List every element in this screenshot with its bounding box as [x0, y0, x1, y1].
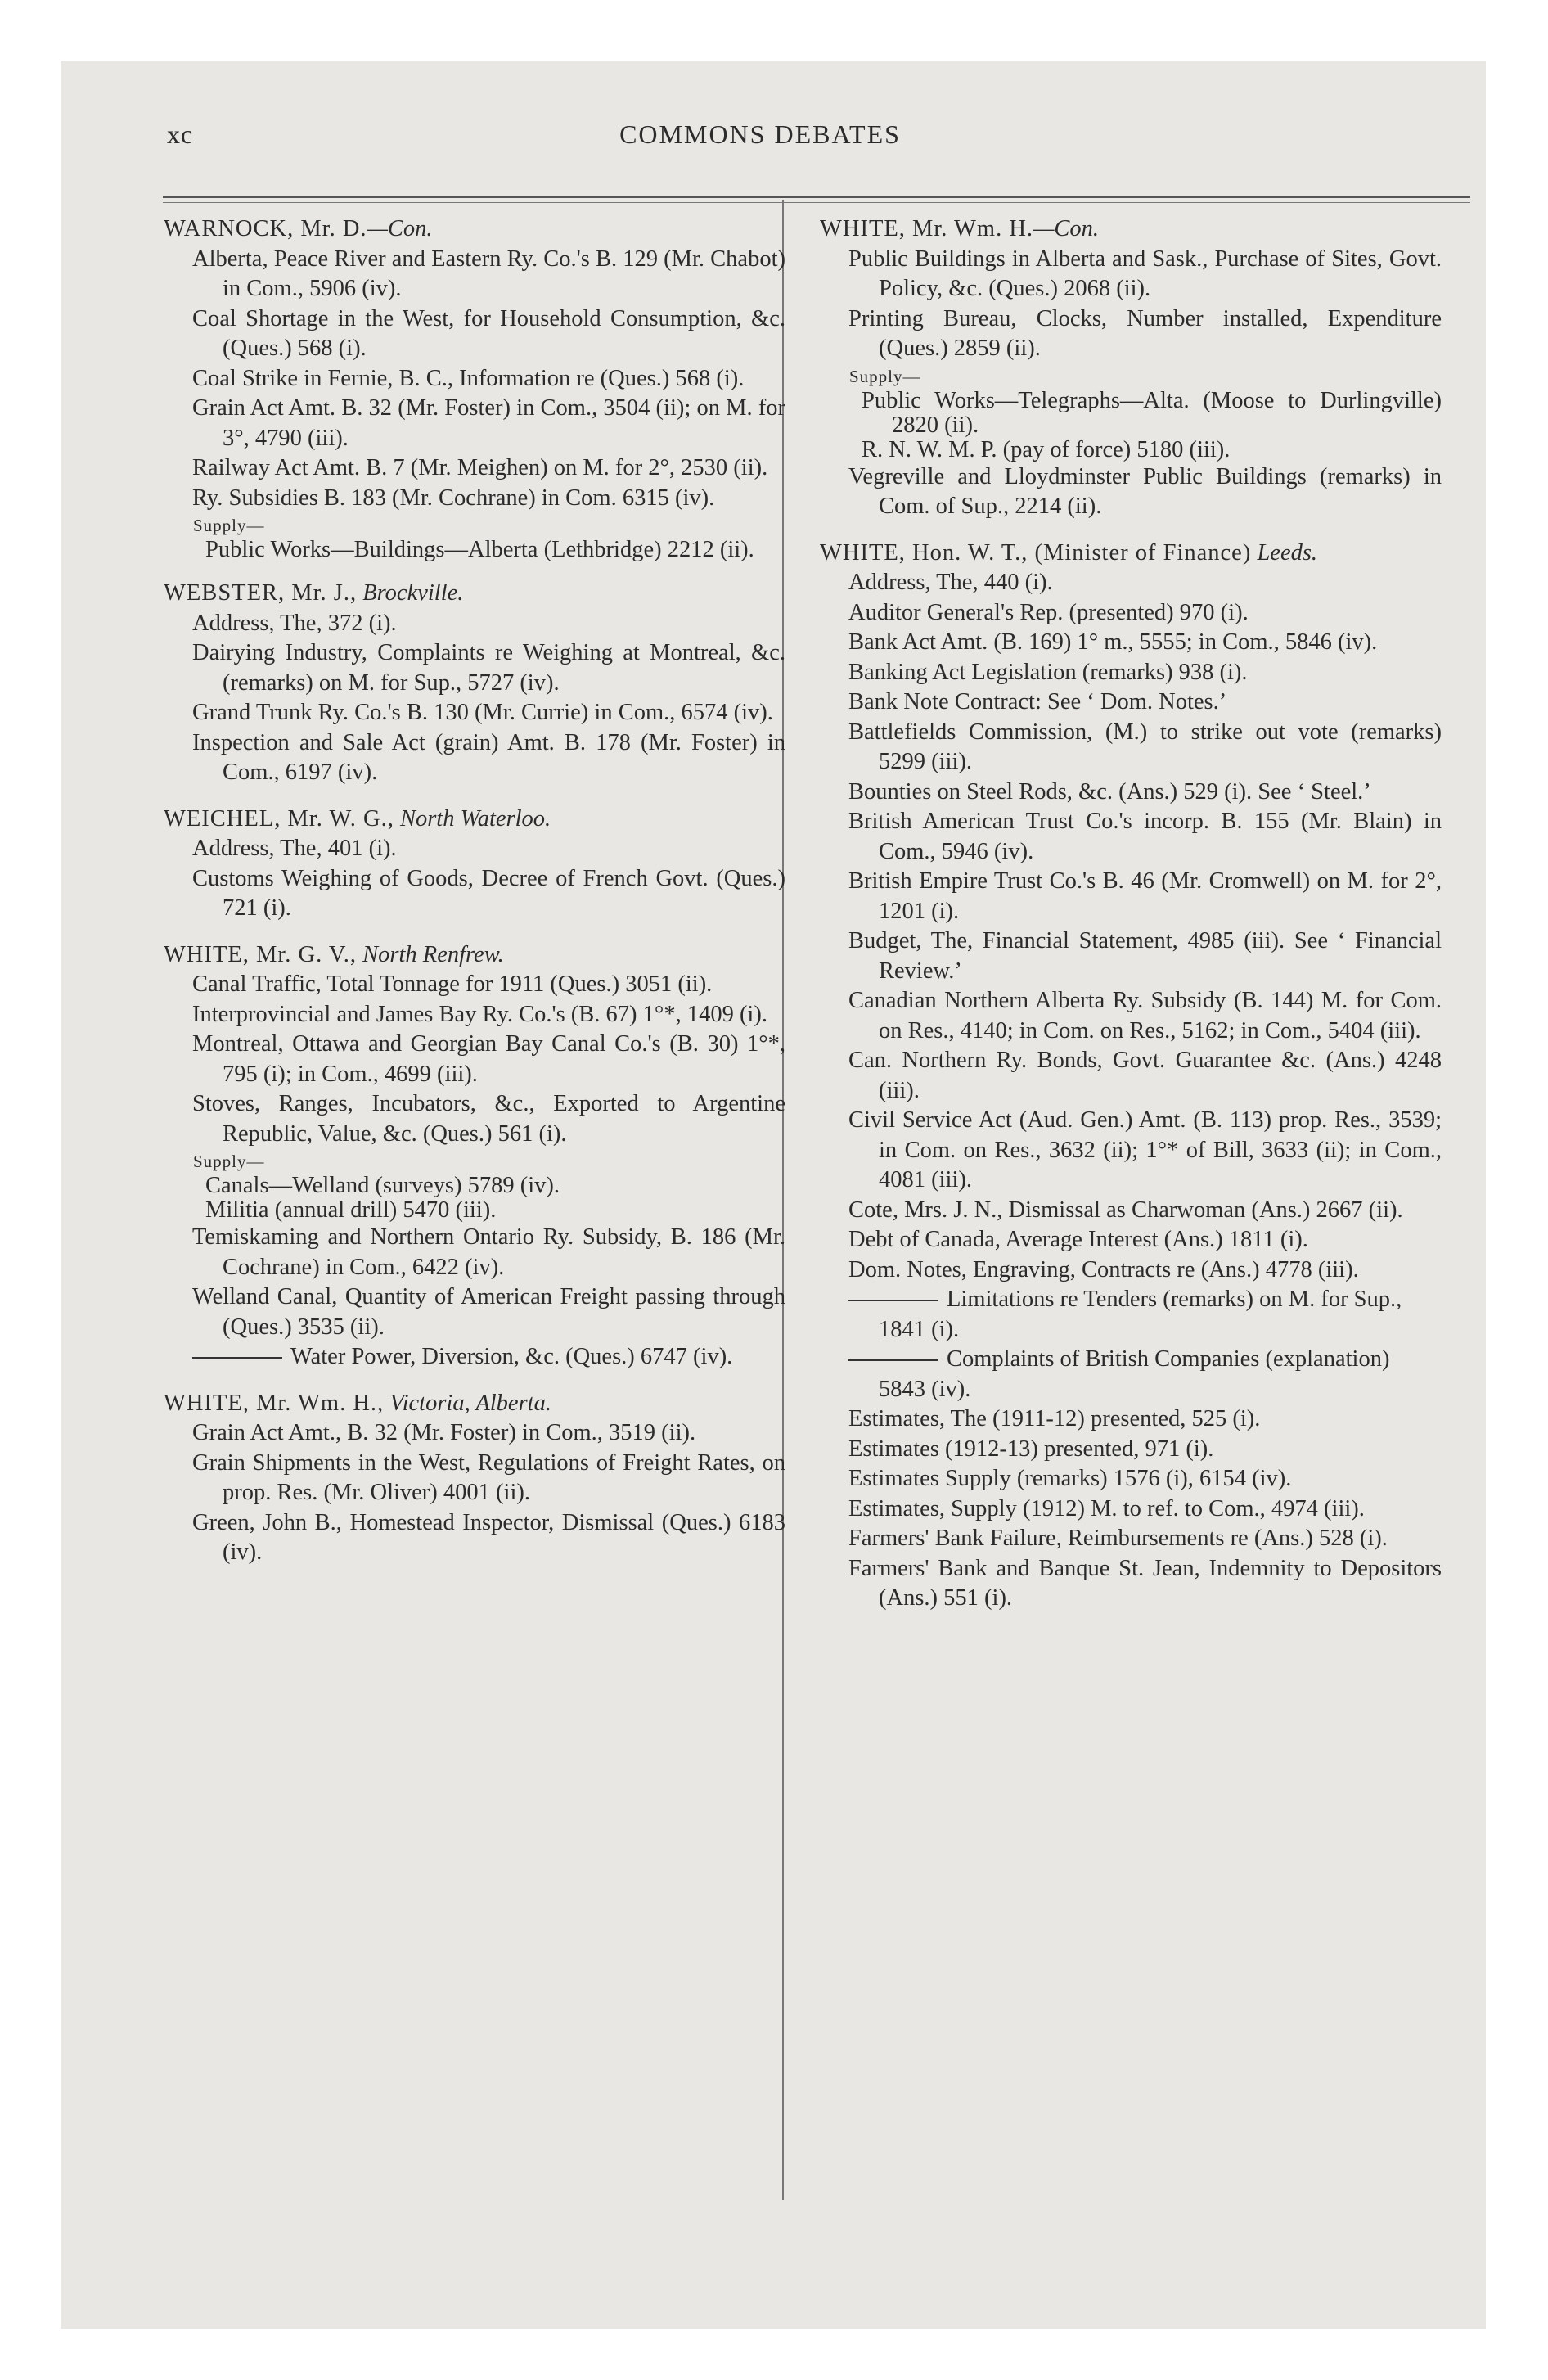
- page-number: xc: [167, 119, 194, 149]
- index-item: Banking Act Legislation (remarks) 938 (i).: [848, 659, 1248, 685]
- supply-label: Supply—: [849, 366, 921, 386]
- member-name: WHITE, Mr. Wm. H.: [820, 216, 1034, 241]
- entry-heading: [820, 539, 1442, 569]
- index-item: Address, The, 401 (i).: [192, 836, 397, 861]
- index-entry: [164, 940, 785, 1373]
- member-constituency: North Waterloo.: [394, 805, 551, 832]
- index-item: Printing Bureau, Clocks, Number installed, Expenditure (Ques.) 2859 (ii).: [848, 305, 1442, 361]
- index-item: Estimates Supply (remarks) 1576 (i), 6154 (iv).: [848, 1466, 1292, 1491]
- member-constituency: North Renfrew.: [357, 941, 504, 967]
- index-item: Railway Act Amt. B. 7 (Mr. Meighen) on M. for 2°, 2530 (ii).: [192, 455, 768, 480]
- dash-item: [164, 1342, 785, 1373]
- member-constituency: Victoria, Alberta.: [384, 1390, 551, 1416]
- index-item: Address, The, 440 (i).: [848, 570, 1053, 595]
- entry-heading: [164, 579, 785, 609]
- ditto-dash: [192, 1357, 282, 1359]
- index-item: Coal Shortage in the West, for Household Consumption, &c. (Ques.) 568 (i).: [192, 305, 785, 361]
- supply-label: Supply—: [193, 516, 265, 535]
- left-column: [164, 214, 785, 1584]
- member-name: WEBSTER, Mr. J.,: [164, 580, 358, 606]
- index-item: Auditor General's Rep. (presented) 970 (i).: [848, 599, 1249, 625]
- index-item: Temiskaming and Northern Ontario Ry. Subsidy, B. 186 (Mr. Cochrane) in Com., 6422 (iv).: [192, 1224, 785, 1280]
- index-entry: [164, 1389, 785, 1568]
- index-item: Civil Service Act (Aud. Gen.) Amt. (B. 113) prop. Res., 3539; in Com. on Res., 3632 (ii); 1°* of Bill, 3633 (ii); in Com., 4081 (iii).: [848, 1107, 1442, 1192]
- index-item: Bounties on Steel Rods, &c. (Ans.) 529 (i). See ‘ Steel.’: [848, 778, 1371, 805]
- supply-item: Canals—Welland (surveys) 5789 (iv).: [205, 1173, 560, 1198]
- index-item: Inspection and Sale Act (grain) Amt. B. 178 (Mr. Foster) in Com., 6197 (iv).: [192, 729, 785, 785]
- right-column: [820, 214, 1442, 1630]
- page-header: [167, 119, 1476, 169]
- entry-heading: [164, 1389, 785, 1419]
- index-item: Dom. Notes, Engraving, Contracts re (Ans.) 4778 (iii).: [848, 1256, 1359, 1282]
- index-item: Farmers' Bank and Banque St. Jean, Indemnity to Depositors (Ans.) 551 (i).: [848, 1555, 1442, 1611]
- header-rule: [163, 196, 1470, 203]
- index-item: Alberta, Peace River and Eastern Ry. Co.'s B. 129 (Mr. Chabot) in Com., 5906 (iv).: [192, 246, 785, 301]
- index-entry: [820, 214, 1442, 522]
- member-name: WARNOCK, Mr. D.: [164, 216, 367, 241]
- index-entry: [820, 539, 1442, 1614]
- index-item: Welland Canal, Quantity of American Freight passing through (Ques.) 3535 (ii).: [192, 1284, 785, 1340]
- index-entry: [164, 805, 785, 924]
- member-name: WEICHEL, Mr. W. G.,: [164, 805, 394, 832]
- entry-heading: [164, 805, 785, 835]
- index-item: Customs Weighing of Goods, Decree of French Govt. (Ques.) 721 (i).: [192, 865, 785, 921]
- ditto-dash: [848, 1300, 938, 1301]
- index-item: Estimates, Supply (1912) M. to ref. to Com., 4974 (iii).: [848, 1495, 1365, 1521]
- index-item: Grain Act Amt., B. 32 (Mr. Foster) in Com., 3519 (ii).: [192, 1420, 696, 1445]
- index-item: Estimates (1912-13) presented, 971 (i).: [848, 1436, 1214, 1462]
- running-title: COMMONS DEBATES: [619, 119, 901, 149]
- index-item: Public Buildings in Alberta and Sask., Purchase of Sites, Govt. Policy, &c. (Ques.) 2068 (ii).: [848, 246, 1442, 301]
- member-constituency: —Con.: [1033, 216, 1100, 241]
- index-item: Budget, The, Financial Statement, 4985 (iii). See ‘ Financial Review.’: [848, 928, 1442, 984]
- dash-item-text: Complaints of British Companies (explanation) 5843 (iv).: [879, 1346, 1390, 1402]
- index-item: Cote, Mrs. J. N., Dismissal as Charwoman (Ans.) 2667 (ii).: [848, 1197, 1403, 1223]
- index-item: Grain Act Amt. B. 32 (Mr. Foster) in Com., 3504 (ii); on M. for 3°, 4790 (iii).: [192, 395, 785, 451]
- index-item: British American Trust Co.'s incorp. B. 155 (Mr. Blain) in Com., 5946 (iv).: [848, 809, 1442, 864]
- index-item: Canal Traffic, Total Tonnage for 1911 (Ques.) 3051 (ii).: [192, 971, 713, 997]
- index-item: Vegreville and Lloydminster Public Buildings (remarks) in Com. of Sup., 2214 (ii).: [848, 463, 1442, 519]
- dash-item: [820, 1285, 1442, 1345]
- dash-item-text: Limitations re Tenders (remarks) on M. for Sup., 1841 (i).: [879, 1287, 1402, 1342]
- member-name: WHITE, Hon. W. T., (Minister of Finance): [820, 539, 1252, 566]
- index-item: Ry. Subsidies B. 183 (Mr. Cochrane) in Com. 6315 (iv).: [192, 485, 715, 511]
- member-name: WHITE, Mr. G. V.,: [164, 941, 358, 967]
- entry-heading: [820, 214, 1442, 245]
- member-constituency: —Con.: [367, 216, 433, 241]
- index-item: Bank Note Contract: See ‘ Dom. Notes.’: [848, 689, 1227, 714]
- index-item: British Empire Trust Co.'s B. 46 (Mr. Cromwell) on M. for 2°, 1201 (i).: [848, 868, 1442, 924]
- page-scan: [61, 61, 1486, 2329]
- index-item: Interprovincial and James Bay Ry. Co.'s (B. 67) 1°*, 1409 (i).: [192, 1001, 767, 1027]
- index-item: Battlefields Commission, (M.) to strike out vote (remarks) 5299 (iii).: [848, 719, 1442, 774]
- index-item: Canadian Northern Alberta Ry. Subsidy (B. 144) M. for Com. on Res., 4140; in Com. on Res., 5162; in Com., 5404 (iii).: [848, 988, 1442, 1044]
- index-item: Grain Shipments in the West, Regulations of Freight Rates, on prop. Res. (Mr. Oliver) 4001 (ii).: [192, 1449, 785, 1505]
- supply-label: Supply—: [193, 1152, 265, 1171]
- supply-item: R. N. W. M. P. (pay of force) 5180 (iii).: [862, 436, 1231, 462]
- member-name: WHITE, Mr. Wm. H.,: [164, 1390, 385, 1416]
- index-item: Debt of Canada, Average Interest (Ans.) 1811 (i).: [848, 1227, 1308, 1252]
- entry-heading: [164, 214, 785, 245]
- index-item: Farmers' Bank Failure, Reimbursements re (Ans.) 528 (i).: [848, 1526, 1388, 1551]
- index-entry: [164, 214, 785, 562]
- member-constituency: Brockville.: [357, 580, 464, 606]
- index-item: Stoves, Ranges, Incubators, &c., Exported to Argentine Republic, Value, &c. (Ques.) 561 (i).: [192, 1091, 785, 1147]
- index-item: Grand Trunk Ry. Co.'s B. 130 (Mr. Currie) in Com., 6574 (iv).: [192, 700, 773, 725]
- index-entry: [164, 579, 785, 788]
- supply-item: Public Works—Telegraphs—Alta. (Moose to Durlingville) 2820 (ii).: [862, 387, 1442, 438]
- supply-item: Public Works—Buildings—Alberta (Lethbridge) 2212 (ii).: [205, 537, 754, 562]
- dash-item: [820, 1345, 1442, 1404]
- index-item: Can. Northern Ry. Bonds, Govt. Guarantee &c. (Ans.) 4248 (iii).: [848, 1048, 1442, 1103]
- supply-item: Militia (annual drill) 5470 (iii).: [205, 1197, 497, 1223]
- index-item: Coal Strike in Fernie, B. C., Information re (Ques.) 568 (i).: [192, 365, 745, 391]
- member-constituency: Leeds.: [1251, 539, 1318, 566]
- index-item: Estimates, The (1911-12) presented, 525 (i).: [848, 1406, 1261, 1431]
- index-item: Montreal, Ottawa and Georgian Bay Canal Co.'s (B. 30) 1°*, 795 (i); in Com., 4699 (iii).: [192, 1031, 785, 1087]
- entry-heading: [164, 940, 785, 971]
- index-item: Dairying Industry, Complaints re Weighing at Montreal, &c. (remarks) on M. for Sup., 5727 (iv).: [192, 640, 785, 696]
- index-item: Address, The, 372 (i).: [192, 610, 397, 636]
- ditto-dash: [848, 1359, 938, 1361]
- index-item: Bank Act Amt. (B. 169) 1° m., 5555; in Com., 5846 (iv).: [848, 629, 1378, 655]
- index-item: Green, John B., Homestead Inspector, Dismissal (Ques.) 6183 (iv).: [192, 1509, 785, 1565]
- dash-item-text: Water Power, Diversion, &c. (Ques.) 6747 (iv).: [290, 1344, 733, 1369]
